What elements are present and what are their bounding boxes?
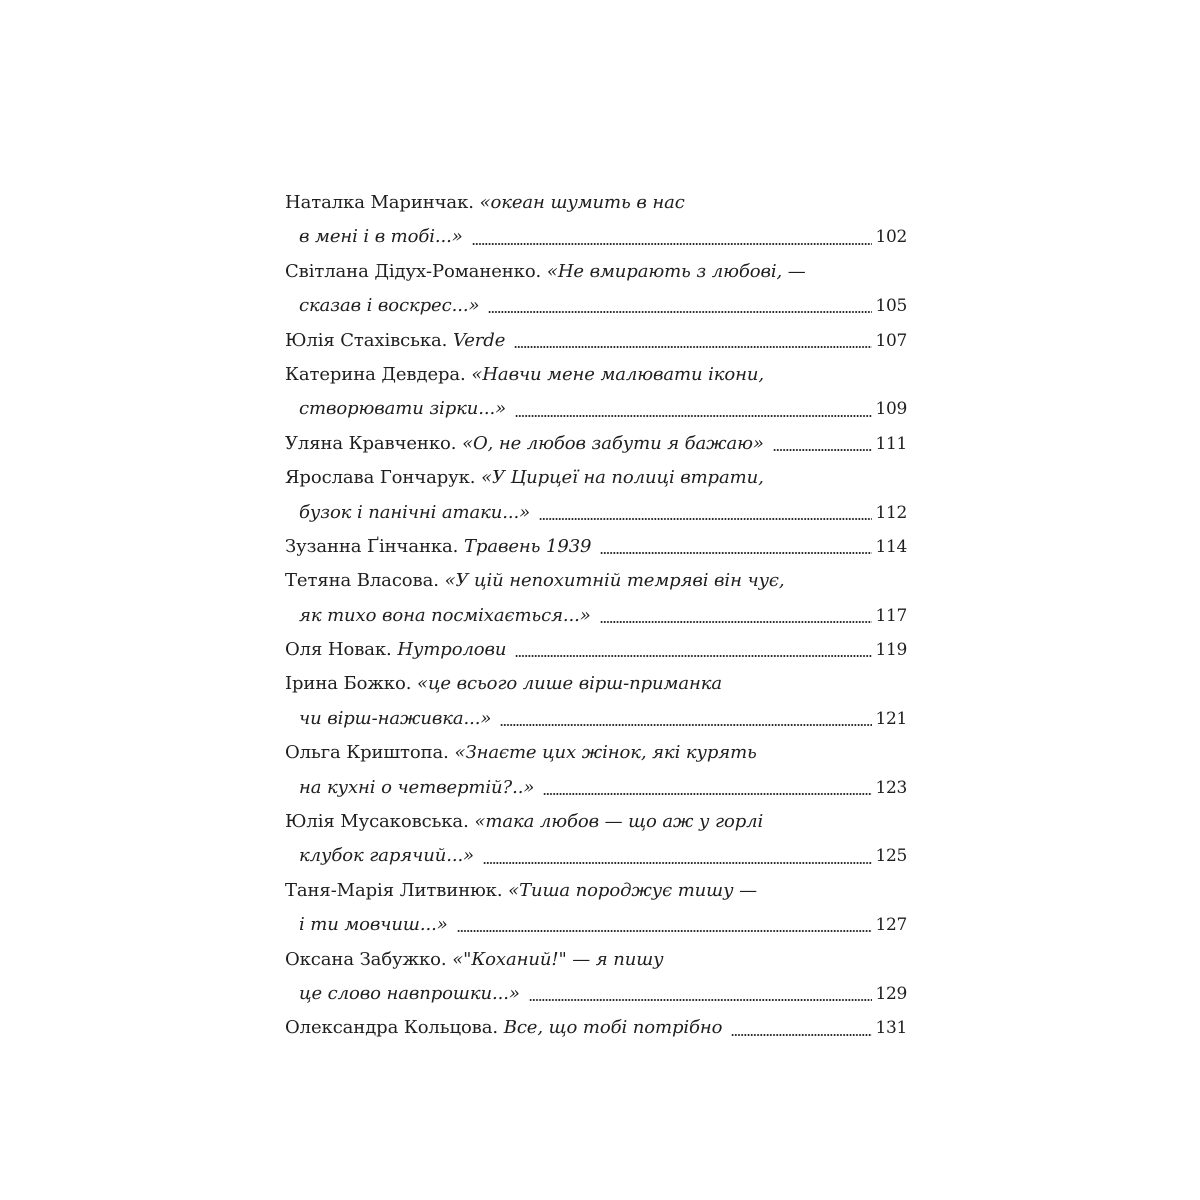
toc-author: Тетяна Власова.	[285, 570, 439, 592]
toc-title: «Не вмирають з любові, —	[546, 260, 806, 282]
toc-entry-first-line	[285, 530, 907, 564]
toc-entry-continuation-line	[285, 392, 907, 426]
toc-page-number: 129	[875, 983, 907, 1004]
toc-page-number: 119	[875, 640, 907, 661]
toc-title: це слово навпрошки...»	[299, 982, 520, 1004]
toc-entry-continuation-line	[285, 599, 907, 633]
toc-entry-continuation-line	[285, 496, 907, 530]
toc-entry	[285, 633, 907, 667]
toc-entry-first-line	[285, 461, 907, 495]
toc-entry	[285, 805, 907, 874]
toc-title: в мені і в тобі...»	[299, 226, 463, 248]
toc-dot-leader	[500, 723, 872, 727]
toc-entry	[285, 461, 907, 530]
toc-title: Нутролови	[397, 639, 507, 661]
toc-entry-first-line	[285, 874, 907, 908]
toc-entry	[285, 1011, 907, 1045]
toc-title: Verde	[452, 329, 506, 351]
toc-dot-leader	[488, 310, 872, 314]
toc-dot-leader	[600, 620, 873, 624]
toc-entry	[285, 186, 907, 255]
toc-title: чи вірш-наживка...»	[299, 707, 492, 729]
toc-page-number: 112	[875, 502, 907, 523]
toc-entry	[285, 427, 907, 461]
toc-author: Ольга Криштопа.	[285, 742, 449, 764]
toc-title: «У Цирцеї на полиці втрати,	[481, 467, 764, 489]
toc-dot-leader	[472, 242, 873, 246]
toc-title: «така любов — що аж у горлі	[474, 811, 764, 833]
toc-entry	[285, 667, 907, 736]
toc-entry-first-line	[285, 943, 907, 977]
toc-title: клубок гарячий...»	[299, 845, 474, 867]
toc-author: Оля Новак.	[285, 639, 392, 661]
toc-page-number: 102	[875, 227, 907, 248]
toc-author: Юлія Мусаковська.	[285, 811, 469, 833]
toc-page-number: 114	[875, 536, 907, 557]
toc-entry-continuation-line	[285, 839, 907, 873]
toc-entry-first-line	[285, 324, 907, 358]
toc-page-number: 107	[875, 330, 907, 351]
toc-entry-first-line	[285, 1011, 907, 1045]
toc-author: Таня-Марія Литвинюк.	[285, 879, 503, 901]
toc-entry	[285, 564, 907, 633]
toc-entry	[285, 874, 907, 943]
toc-title: на кухні о четвертій?..»	[299, 776, 535, 798]
toc-author: Олександра Кольцова.	[285, 1017, 498, 1039]
toc-dot-leader	[600, 551, 872, 555]
toc-title: сказав і воскрес...»	[299, 295, 480, 317]
toc-page-number: 109	[875, 399, 907, 420]
toc-title: створювати зірки...»	[299, 398, 507, 420]
toc-author: Катерина Девдера.	[285, 363, 466, 385]
toc-entry-first-line	[285, 736, 907, 770]
toc-page-number: 121	[875, 708, 907, 729]
toc-entry-first-line	[285, 358, 907, 392]
toc-dot-leader	[515, 414, 872, 418]
toc-entry-continuation-line	[285, 289, 907, 323]
toc-entry	[285, 943, 907, 1012]
toc-entry-continuation-line	[285, 771, 907, 805]
toc-title: як тихо вона посміхається...»	[299, 604, 591, 626]
table-of-contents	[285, 186, 907, 1046]
toc-dot-leader	[457, 929, 873, 933]
toc-entry-continuation-line	[285, 977, 907, 1011]
toc-author: Світлана Дідух-Романенко.	[285, 260, 542, 282]
toc-page-number: 117	[875, 605, 907, 626]
toc-entry-first-line	[285, 805, 907, 839]
toc-title: «океан шумить в нас	[479, 192, 685, 213]
toc-entry	[285, 736, 907, 805]
toc-dot-leader	[773, 448, 873, 452]
toc-title: «Навчи мене малювати ікони,	[471, 363, 765, 385]
toc-entry-continuation-line	[285, 702, 907, 736]
toc-page-number: 125	[875, 846, 907, 867]
toc-title: Травень 1939	[464, 535, 592, 557]
toc-author: Уляна Кравченко.	[285, 432, 457, 454]
toc-entry-first-line	[285, 564, 907, 598]
toc-author: Ірина Божко.	[285, 673, 412, 695]
toc-entry-first-line	[285, 667, 907, 701]
toc-dot-leader	[515, 654, 872, 658]
toc-entry-continuation-line	[285, 220, 907, 254]
toc-title: «Знаєте цих жінок, які курять	[454, 742, 757, 764]
toc-author: Зузанна Ґінчанка.	[285, 535, 459, 557]
toc-dot-leader	[731, 1033, 872, 1037]
toc-author: Юлія Стахівська.	[285, 329, 448, 351]
toc-title: Все, що тобі потрібно	[503, 1017, 723, 1039]
toc-dot-leader	[539, 517, 872, 521]
toc-title: «У цій непохитній темряві він чує,	[444, 570, 785, 592]
toc-page-number: 131	[875, 1018, 907, 1039]
toc-entry	[285, 324, 907, 358]
toc-author: Наталка Маринчак.	[285, 192, 474, 213]
toc-entry	[285, 530, 907, 564]
toc-entry-first-line	[285, 633, 907, 667]
toc-title: бузок і панічні атаки...»	[299, 501, 531, 523]
toc-title: «Тиша породжує тишу —	[508, 879, 757, 901]
toc-title: і ти мовчиш...»	[299, 914, 448, 936]
toc-title: «О, не любов забути я бажаю»	[462, 432, 764, 454]
toc-dot-leader	[483, 861, 872, 865]
toc-page-number: 127	[875, 915, 907, 936]
toc-entry-first-line	[285, 255, 907, 289]
toc-dot-leader	[543, 792, 872, 796]
toc-page-number: 105	[875, 296, 907, 317]
toc-entry-first-line	[285, 427, 907, 461]
toc-author: Ярослава Гончарук.	[285, 467, 476, 489]
toc-page-number: 123	[875, 777, 907, 798]
toc-entry-continuation-line	[285, 908, 907, 942]
toc-entry	[285, 255, 907, 324]
toc-author: Оксана Забужко.	[285, 948, 447, 970]
toc-dot-leader	[529, 998, 873, 1002]
toc-page-number: 111	[875, 433, 907, 454]
toc-title: «це всього лише вірш-приманка	[417, 673, 723, 695]
toc-dot-leader	[514, 345, 872, 349]
toc-entry	[285, 358, 907, 427]
toc-entry-first-line	[285, 186, 907, 220]
toc-title: «"Коханий!" — я пишу	[452, 948, 664, 970]
